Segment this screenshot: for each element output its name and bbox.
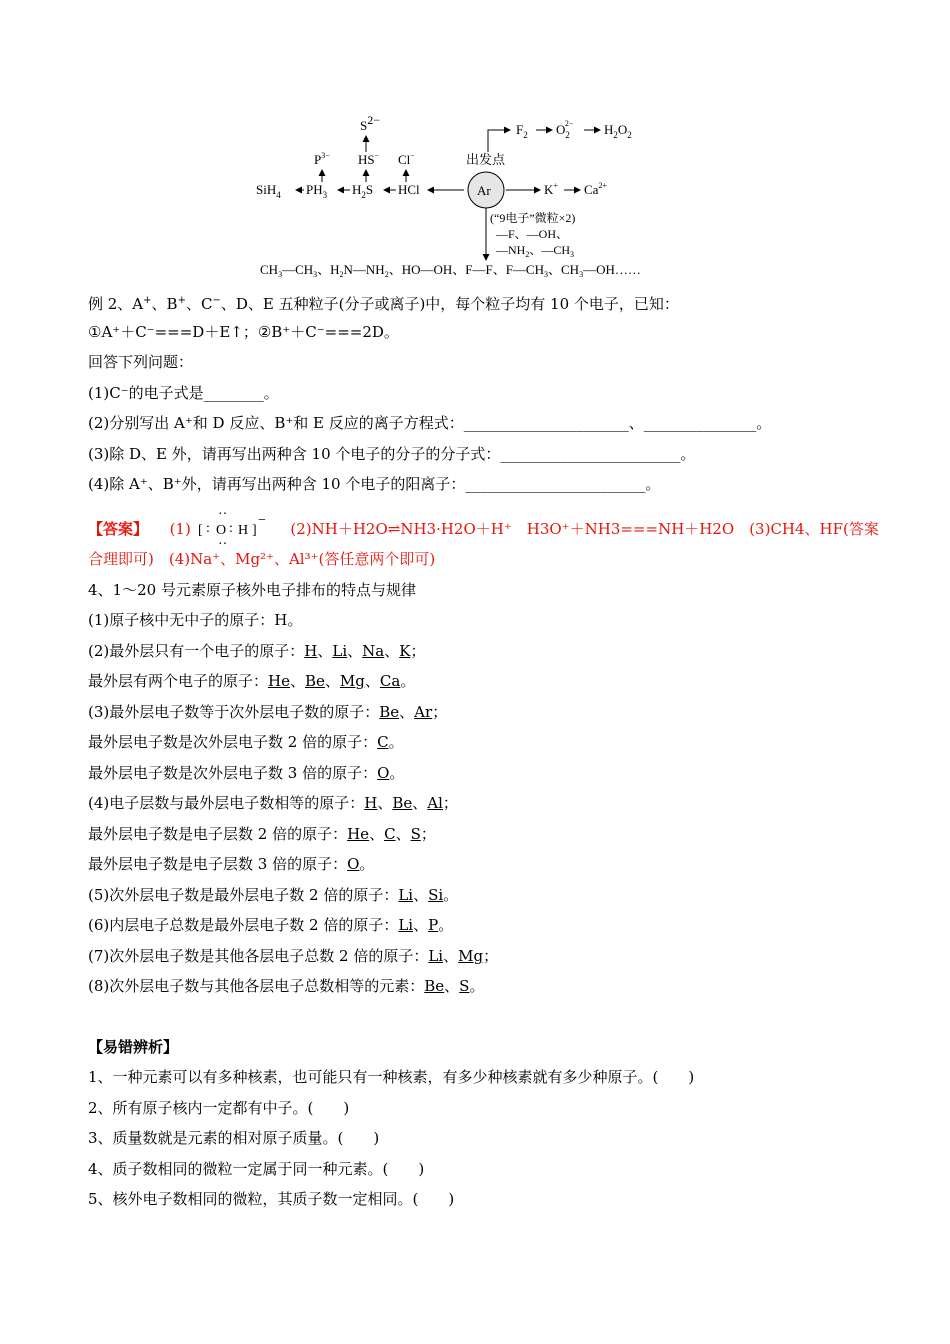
ph3: $PH_3$ xyxy=(306,182,328,200)
cl-ion: Cl− xyxy=(398,151,415,167)
rule-element: Mg xyxy=(458,946,484,965)
rule-element: C xyxy=(384,824,396,843)
nine-electron-title: (“9电子”微粒×2) xyxy=(490,211,576,225)
svg-text:··: ·· xyxy=(217,507,227,522)
rule-element: O xyxy=(377,763,390,782)
rules-title: 4、1～20 号元素原子核外电子排布的特点与规律 xyxy=(88,580,416,599)
rule-text: (8)次外层电子数与其他各层电子总数相等的元素： xyxy=(88,977,425,995)
example-condition: ①A⁺＋C⁻===D＋E↑；②B⁺＋C⁻===2D。 xyxy=(88,322,399,341)
rule-element: Si xyxy=(428,885,444,904)
rule-item: (3)最外层电子数等于次外层电子数的原子：Be、Ar； xyxy=(88,702,448,721)
rule-text: (2)最外层只有一个电子的原子： xyxy=(88,641,305,660)
rule-item: (1)原子核中无中子的原子：H。 xyxy=(88,611,303,629)
p3-ion: $P^{3-}$ xyxy=(314,151,330,167)
rule-item: (5)次外层电子数是最外层电子数 2 倍的原子：Li、Si。 xyxy=(88,885,459,904)
svg-text:O: O xyxy=(215,522,226,538)
question-3: (3)除 D、E 外，请再写出两种含 10 个电子的分子的分子式：________________________。 xyxy=(88,444,696,463)
hcl: HCl xyxy=(398,182,420,197)
rule-element: S xyxy=(410,824,421,843)
rule-element: Na xyxy=(362,641,385,660)
rule-element: Be xyxy=(379,702,400,721)
s2-ion: S2− xyxy=(360,113,381,133)
error-item: 5、核外电子数相同的微粒，其质子数一定相同。( ) xyxy=(88,1190,455,1208)
rule-element: P xyxy=(428,916,439,934)
rule-element: Li xyxy=(398,916,414,934)
k-ion: K+ xyxy=(544,181,558,197)
rule-text: 最外层电子数是电子层数 2 倍的原子： xyxy=(88,824,348,843)
hydroxide-electron-structure xyxy=(196,507,286,552)
rule-element: He xyxy=(347,824,370,843)
rule-element: He xyxy=(268,672,290,690)
svg-text:[: [ xyxy=(197,522,203,538)
main-content xyxy=(88,286,878,1215)
ar-label: Ar xyxy=(477,183,491,198)
rule-element: O xyxy=(347,855,360,873)
rule-element: Li xyxy=(398,885,414,904)
rule-item: 最外层电子数是次外层电子数 3 倍的原子：O。 xyxy=(88,763,405,782)
rule-item: (7)次外层电子数是其他各层电子总数 2 倍的原子：Li、Mg； xyxy=(88,946,499,965)
answer-p2: (2)NH＋H2O⇌NH3·H2O＋H⁺ H3O⁺＋NH3===NH＋H2O (3)CH4、HF(答案 xyxy=(290,519,879,538)
question-4: (4)除 A⁺、B⁺外，请再写出两种含 10 个电子的阳离子：________________________。 xyxy=(88,475,661,493)
svg-text:··: ·· xyxy=(217,536,227,552)
rule-element: C xyxy=(377,733,389,751)
error-item: 3、质量数就是元素的相对原子质量。( ) xyxy=(88,1129,380,1147)
bottom-molecule-row: $CH_3—CH_3$、$H_2N—NH_2$、HO—OH、F—F、$F—CH_3$、$CH_3—OH\dots\dots$ xyxy=(260,262,641,279)
rule-text: (3)最外层电子数等于次外层电子数的原子： xyxy=(88,702,380,721)
rule-item: 最外层电子数是电子层数 2 倍的原子：He、C、S； xyxy=(88,824,436,843)
ca-ion: $Ca^{2+}$ xyxy=(584,181,607,197)
error-item: 4、质子数相同的微粒一定属于同一种元素。( ) xyxy=(88,1159,425,1178)
sih4: SiH$_4$ xyxy=(256,182,281,200)
rule-text: (1)原子核中无中子的原子： xyxy=(88,611,275,629)
question-2: (2)分别写出 A⁺和 D 反应、B⁺和 E 反应的离子方程式：______________________、_______________。 xyxy=(88,414,772,432)
h2s: $H_2S$ xyxy=(352,182,374,200)
svg-text:−: − xyxy=(257,512,266,528)
rule-text: 最外层有两个电子的原子： xyxy=(88,672,269,690)
rule-element: H xyxy=(274,611,288,629)
svg-text::: : xyxy=(228,520,233,536)
h2o2: $H_2O_2$ xyxy=(604,122,632,140)
start-label: 出发点 xyxy=(466,152,506,167)
rule-item: (6)内层电子总数是最外层电子数 2 倍的原子：Li、P。 xyxy=(88,916,454,934)
rule-element: H xyxy=(304,641,318,660)
errors-title: 【易错辨析】 xyxy=(88,1037,179,1056)
error-item: 1、一种元素可以有多种核素，也可能只有一种核素，有多少种核素就有多少种原子。( ) xyxy=(88,1068,695,1086)
rule-element: Ca xyxy=(379,672,401,690)
svg-text::: : xyxy=(205,520,210,536)
diagram-svg xyxy=(250,112,710,282)
errors-list xyxy=(88,1062,878,1215)
rule-text: (7)次外层电子数是其他各层电子总数 2 倍的原子： xyxy=(88,946,429,965)
rule-element: Be xyxy=(424,977,445,995)
answer-p1: (1) xyxy=(169,519,191,538)
example-ask: 回答下列问题： xyxy=(88,353,194,371)
error-item: 2、所有原子核内一定都有中子。( ) xyxy=(88,1098,350,1117)
hs-ion: HS− xyxy=(358,151,380,167)
rule-element: Be xyxy=(392,794,413,812)
nine-electron-line1: —F、—OH、 xyxy=(496,227,569,241)
rule-item: (4)电子层数与最外层电子数相等的原子：H、Be、Al； xyxy=(88,794,458,812)
rule-text: 最外层电子数是次外层电子数 3 倍的原子： xyxy=(88,763,378,782)
rule-element: Al xyxy=(427,794,443,812)
rule-element: K xyxy=(399,641,411,660)
f2: $F_2$ xyxy=(516,122,528,140)
rules-list xyxy=(88,605,878,1002)
rule-item: 最外层电子数是电子层数 3 倍的原子：O。 xyxy=(88,855,375,873)
rule-element: Mg xyxy=(339,672,365,690)
rule-item: 最外层电子数是次外层电子数 2 倍的原子：C。 xyxy=(88,733,404,751)
rule-element: Li xyxy=(332,641,348,660)
rule-text: (4)电子层数与最外层电子数相等的原子： xyxy=(88,794,365,812)
o2-ion: $O_22-$ xyxy=(556,119,574,140)
rule-item: (2)最外层只有一个电子的原子：H、Li、Na、K； xyxy=(88,641,426,660)
rule-element: Be xyxy=(305,672,325,690)
example-intro: 例 2、A+、B+、C−、D、E 五种粒子(分子或离子)中，每个粒子均有 10 个电子，已知： xyxy=(88,295,679,313)
svg-text:H: H xyxy=(237,522,248,538)
rule-text: (5)次外层电子数是最外层电子数 2 倍的原子： xyxy=(88,885,399,904)
rule-text: 最外层电子数是电子层数 3 倍的原子： xyxy=(88,855,348,873)
rule-text: (6)内层电子总数是最外层电子数 2 倍的原子： xyxy=(88,916,399,934)
rule-element: Li xyxy=(428,946,444,965)
rule-element: Ar xyxy=(414,702,433,721)
rule-element: S xyxy=(459,977,470,995)
question-1: (1)C⁻的电子式是________。 xyxy=(88,383,279,402)
rule-text: 最外层电子数是次外层电子数 2 倍的原子： xyxy=(88,733,378,751)
answer-tag: 【答案】 xyxy=(88,519,149,538)
answer-line-2: 合理即可) (4)Na⁺、Mg²⁺、Al³⁺(答任意两个即可) xyxy=(88,550,436,568)
ten-electron-diagram xyxy=(250,112,710,282)
rule-item: (8)次外层电子数与其他各层电子总数相等的元素：Be、S。 xyxy=(88,977,485,995)
svg-text:]: ] xyxy=(251,522,257,538)
rule-element: H xyxy=(364,794,378,812)
answer-line-1 xyxy=(88,507,879,552)
nine-electron-line2: $—NH_2$、$—CH_3$ xyxy=(496,243,575,259)
rule-item: 最外层有两个电子的原子：He、Be、Mg、Ca。 xyxy=(88,672,416,690)
